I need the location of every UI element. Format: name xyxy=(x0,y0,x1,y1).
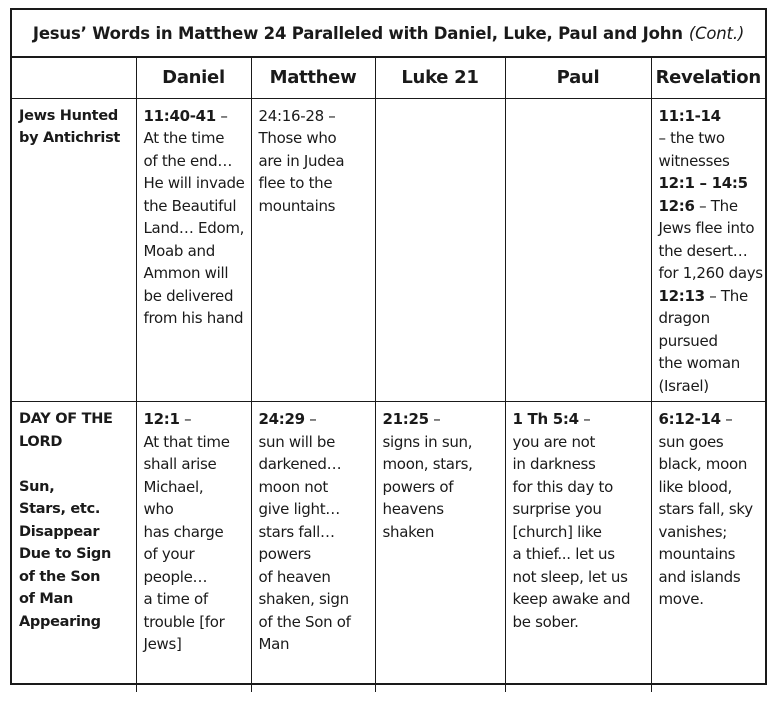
cell-suffix: – xyxy=(179,410,192,428)
cell-text: Man xyxy=(258,635,290,653)
cell-paul xyxy=(505,402,651,692)
cell-suffix: – xyxy=(304,410,317,428)
cell-text: powers of xyxy=(382,477,454,496)
cell-line xyxy=(259,172,369,195)
label-line: by Antichrist xyxy=(19,130,121,146)
cell-matthew xyxy=(251,402,375,692)
cell-text: [church] like xyxy=(512,522,602,541)
header-daniel: Daniel xyxy=(136,58,251,98)
cell-line xyxy=(659,521,760,544)
cell-line xyxy=(659,195,760,218)
cell-text: At the time xyxy=(143,129,225,147)
cell-paul xyxy=(505,98,651,402)
header-matthew: Matthew xyxy=(251,58,375,98)
cell-line xyxy=(659,375,760,398)
cell-text: of the end… xyxy=(143,151,233,170)
label-line: Due to Sign xyxy=(19,546,111,562)
cell-text: of heaven xyxy=(258,567,331,586)
cell-line xyxy=(259,588,369,611)
cell-text: are in Judea xyxy=(258,151,345,170)
cell-suffix: – xyxy=(215,106,228,125)
cell-text: black, moon xyxy=(658,455,748,473)
cell-line xyxy=(659,105,760,128)
cell-line xyxy=(259,127,369,150)
cell-text: – the two xyxy=(658,129,725,147)
cell-line xyxy=(144,307,245,330)
reference-text: 1 Th 5:4 xyxy=(512,410,579,428)
table-title-main: Jesus’ Words in Matthew 24 Paralleled with Daniel, Luke, Paul and John xyxy=(32,23,683,43)
cell-text: vanishes; xyxy=(658,522,727,541)
header-blank xyxy=(12,58,136,98)
cell-line xyxy=(144,285,245,308)
cell-text: moon not xyxy=(258,477,328,496)
cell-line xyxy=(659,588,760,611)
cell-text: a time of xyxy=(143,590,208,608)
cell-line xyxy=(144,408,245,431)
cell-line xyxy=(659,240,760,263)
cell-text: Moab and xyxy=(143,241,215,260)
cell-text: Land… Edom, xyxy=(143,219,245,237)
parallel-table-frame xyxy=(10,8,767,685)
cell-line xyxy=(383,453,499,476)
cell-line xyxy=(144,217,245,240)
cell-line xyxy=(144,498,245,521)
cell-line xyxy=(513,611,645,634)
cell-line xyxy=(659,543,760,566)
cell-text: signs in sun, xyxy=(382,432,473,451)
cell-line xyxy=(144,105,245,128)
cell-line xyxy=(659,431,760,454)
cell-line xyxy=(144,172,245,195)
cell-line xyxy=(259,195,369,218)
cell-line xyxy=(659,307,760,330)
label-line: LORD xyxy=(19,433,63,450)
cell-text: you are not xyxy=(512,432,596,451)
label-line: Stars, etc. xyxy=(19,501,101,517)
cell-line xyxy=(259,633,369,656)
cell-text: Jews] xyxy=(143,635,182,653)
cell-suffix: – The xyxy=(694,196,738,215)
cell-line xyxy=(144,195,245,218)
cell-text: heavens xyxy=(382,500,444,518)
reference-text: 12:13 xyxy=(658,286,705,305)
cell-line xyxy=(259,566,369,589)
cell-text: for 1,260 days xyxy=(658,264,763,282)
cell-text: trouble [for xyxy=(143,612,225,631)
cell-suffix: – xyxy=(578,410,591,428)
cell-text: the desert… xyxy=(658,241,748,260)
cell-text: Ammon will xyxy=(143,264,229,282)
cell-text: of your xyxy=(143,545,195,563)
cell-line xyxy=(259,498,369,521)
row-label-jews-hunted xyxy=(12,98,136,402)
cell-line xyxy=(513,543,645,566)
cell-line xyxy=(659,453,760,476)
cell-text: move. xyxy=(658,590,704,608)
cell-text: shall arise xyxy=(143,455,217,473)
cell-text: keep awake and xyxy=(512,590,631,608)
cell-text: the Beautiful xyxy=(143,196,237,215)
cell-line xyxy=(383,521,499,544)
cell-text: give light… xyxy=(258,500,341,518)
cell-line xyxy=(659,476,760,499)
reference-text: 6:12-14 xyxy=(658,410,721,428)
cell-line xyxy=(659,408,760,431)
cell-suffix: – xyxy=(428,410,441,428)
cell-line xyxy=(513,431,645,454)
cell-matthew xyxy=(251,98,375,402)
reference-text: 12:1 – 14:5 xyxy=(658,174,748,192)
cell-line xyxy=(513,476,645,499)
cell-daniel xyxy=(136,98,251,402)
reference-text: 11:1-14 xyxy=(658,106,721,125)
cell-line xyxy=(383,408,499,431)
cell-text: who xyxy=(143,500,174,518)
cell-line xyxy=(513,521,645,544)
cell-revelation xyxy=(651,98,765,402)
cell-line xyxy=(659,217,760,240)
cell-line xyxy=(144,588,245,611)
cell-text: not sleep, let us xyxy=(512,567,628,586)
cell-line xyxy=(144,150,245,173)
cell-text: in darkness xyxy=(512,455,596,473)
cell-line xyxy=(144,240,245,263)
cell-text: powers xyxy=(258,545,311,563)
cell-text: (Israel) xyxy=(658,376,709,395)
cell-line xyxy=(658,262,763,285)
cell-line xyxy=(659,498,760,521)
cell-text: dragon xyxy=(658,309,710,327)
cell-line xyxy=(259,105,369,128)
cell-line xyxy=(513,408,645,431)
cell-line xyxy=(383,476,499,499)
cell-luke xyxy=(375,98,505,402)
cell-text: stars fall… xyxy=(258,522,335,541)
cell-daniel xyxy=(136,402,251,692)
cell-text: Michael, xyxy=(143,477,204,496)
table-title-cont: (Cont.) xyxy=(688,23,745,43)
cell-suffix: – xyxy=(720,410,733,428)
cell-line xyxy=(144,453,245,476)
cell-line xyxy=(144,476,245,499)
cell-suffix: – The xyxy=(704,286,748,305)
label-line: Appearing xyxy=(19,613,101,630)
cell-line xyxy=(513,566,645,589)
cell-line xyxy=(259,453,369,476)
cell-text: Jews flee into xyxy=(658,219,755,237)
header-paul: Paul xyxy=(505,58,651,98)
label-line: Sun, xyxy=(19,478,55,495)
cell-line xyxy=(259,150,369,173)
cell-text: shaken, sign xyxy=(258,590,349,608)
header-luke: Luke 21 xyxy=(375,58,505,98)
label-line: Disappear xyxy=(19,523,100,540)
cell-text: for this day to xyxy=(512,477,613,496)
table-title xyxy=(12,10,765,58)
reference-text: 12:1 xyxy=(143,410,180,428)
cell-text: from his hand xyxy=(143,309,244,327)
cell-text: and islands xyxy=(658,567,741,586)
cell-text: the woman xyxy=(658,354,740,372)
cell-line xyxy=(513,498,645,521)
cell-text: shaken xyxy=(382,522,435,541)
cell-text: pursued xyxy=(658,331,718,350)
label-line: DAY OF THE xyxy=(19,411,113,427)
reference-text: 21:25 xyxy=(382,410,429,428)
cell-text: be sober. xyxy=(512,612,579,631)
cell-line xyxy=(659,352,760,375)
cell-line xyxy=(513,588,645,611)
reference-text: 12:6 xyxy=(658,196,695,215)
cell-text: of the Son of xyxy=(258,612,351,631)
cell-text: mountains xyxy=(658,545,736,563)
cell-line xyxy=(659,172,760,195)
cell-line xyxy=(144,611,245,634)
cell-line xyxy=(383,498,499,521)
cell-line xyxy=(144,521,245,544)
cell-line xyxy=(659,150,760,173)
cell-line xyxy=(259,431,369,454)
cell-text: moon, stars, xyxy=(382,455,473,473)
cell-line xyxy=(259,543,369,566)
cell-line xyxy=(144,566,245,589)
label-line: of Man xyxy=(19,591,74,607)
cell-line xyxy=(659,285,760,308)
cell-text: He will invade xyxy=(143,174,245,192)
cell-text: stars fall, sky xyxy=(658,500,753,518)
cell-text: darkened… xyxy=(258,455,342,473)
cell-line xyxy=(659,330,760,353)
cell-text: a thief... let us xyxy=(512,545,615,563)
reference-text: 24:29 xyxy=(258,410,305,428)
cell-line xyxy=(144,543,245,566)
header-row xyxy=(12,58,765,98)
parallel-table xyxy=(12,58,765,692)
cell-text: be delivered xyxy=(143,286,234,305)
table-row xyxy=(12,98,765,402)
cell-line xyxy=(144,262,245,285)
table-row xyxy=(12,402,765,692)
cell-text: flee to the xyxy=(258,174,333,192)
cell-text: has charge xyxy=(143,522,224,541)
header-revelation: Revelation xyxy=(651,58,765,98)
cell-text: surprise you xyxy=(512,500,602,518)
cell-text: mountains xyxy=(258,196,336,215)
label-line: Jews Hunted xyxy=(19,107,118,124)
cell-text: like blood, xyxy=(658,477,733,496)
cell-revelation xyxy=(651,402,765,692)
cell-text: witnesses xyxy=(658,151,730,170)
cell-line xyxy=(259,611,369,634)
cell-text: sun will be xyxy=(258,432,336,451)
cell-line xyxy=(144,431,245,454)
cell-line xyxy=(144,633,245,656)
cell-text: people… xyxy=(143,567,208,586)
cell-luke xyxy=(375,402,505,692)
cell-line xyxy=(659,566,760,589)
label-line: of the Son xyxy=(19,568,101,585)
cell-line xyxy=(659,127,760,150)
cell-line xyxy=(259,521,369,544)
row-label-day-of-the-lord xyxy=(12,402,136,692)
cell-line xyxy=(259,408,369,431)
cell-text: Those who xyxy=(258,129,337,147)
cell-text: sun goes xyxy=(658,432,724,451)
cell-text: At that time xyxy=(143,432,230,451)
cell-text: 24:16-28 – xyxy=(258,106,336,125)
reference-text: 11:40-41 xyxy=(143,106,216,125)
blank-line xyxy=(19,453,130,476)
cell-line xyxy=(513,453,645,476)
cell-line xyxy=(144,127,245,150)
cell-line xyxy=(259,476,369,499)
cell-line xyxy=(383,431,499,454)
